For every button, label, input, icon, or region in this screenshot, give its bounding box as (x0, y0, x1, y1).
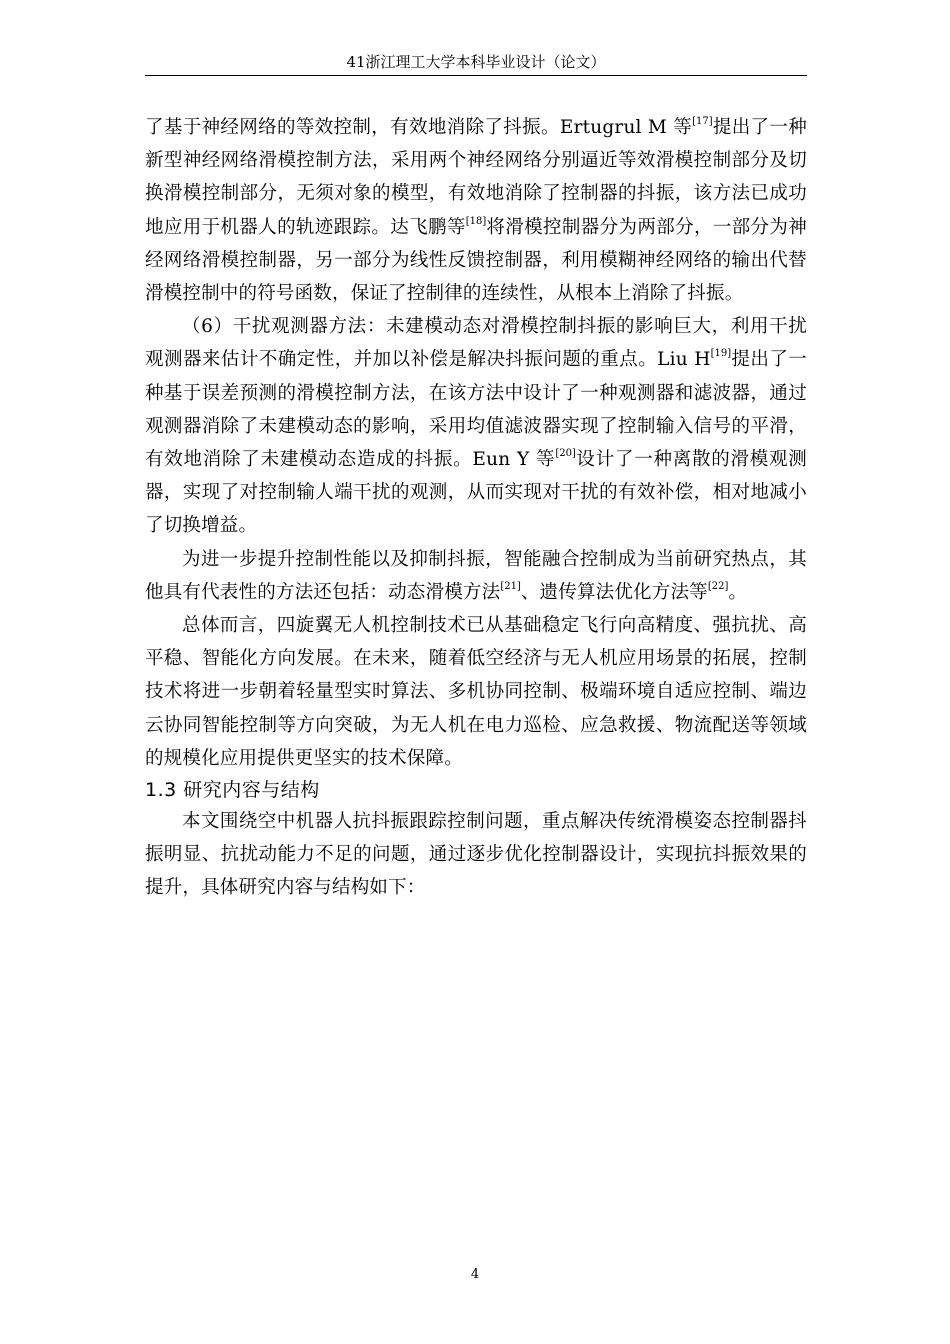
text-run: 、遗传算法优化方法等 (520, 581, 708, 603)
header-rule (145, 75, 807, 76)
citation-20: [20] (555, 448, 576, 460)
paragraph-intelligent-fusion (145, 543, 807, 609)
paragraph-research-content: 本文围绕空中机器人抗抖振跟踪控制问题，重点解决传统滑模姿态控制器抖振明显、抗扰动能力不足的问题，通过逐步优化控制器设计，实现抗抖振效果的提升，具体研究内容与结构如下： (145, 811, 807, 899)
text-run: 。 (728, 581, 748, 603)
text-run: 将滑模控制器分为两部分，一部分为神经网络滑模控制器，另一部分为线性反馈控制器，利用模糊神经网络的输出代替滑模控制中的符号函数，保证了控制律的连续性，从根本上消除了抖振。 (145, 216, 807, 305)
text-run: 为进一步提升控制性能以及抑制抖振，智能融合控制成为当前研究热点，其他具有代表性的方法还包括：动态滑模方法 (145, 548, 807, 603)
section-heading: 1.3 研究内容与结构 (145, 779, 320, 802)
text-run: （6）干扰观测器方法：未建模动态对滑模控制抖振的影响巨大，利用干扰观测器来估计不确定性，并加以补偿是解决抖振问题的重点。Liu H (145, 316, 807, 371)
paragraph-disturbance-observer (145, 310, 807, 542)
citation-18: [18] (465, 215, 487, 227)
citation-17: [17] (692, 116, 713, 127)
page-number: 4 (470, 1267, 480, 1282)
citation-21: [21] (500, 580, 521, 592)
document-body (145, 111, 807, 905)
text-run: 总体而言，四旋翼无人机控制技术已从基础稳定飞行向高精度、强抗扰、高平稳、智能化方向发展。在未来，随着低空经济与无人机应用场景的拓展，控制技术将进一步朝着轻量型实时算法、多机协同控制、极端环境自适应控制、端边云协同智能控制等方向突破，为无人机在电力巡检、应急救援、物流配送等领域的规模化应用提供更坚实的技术保障。 (145, 615, 807, 769)
paragraph-neural-network-methods (145, 111, 807, 310)
paragraph-summary (145, 609, 807, 775)
text-run: 设计了一种离散的滑模观测器，实现了对控制输人端干扰的观测，从而实现对干扰的有效补偿，相对地减小了切换增益。 (145, 449, 807, 537)
citation-19: [19] (710, 348, 732, 360)
text-run: 了基于神经网络的等效控制，有效地消除了抖振。Ertugrul M 等 (145, 117, 693, 138)
citation-22: [22] (707, 580, 729, 592)
text-run: 提出了一种基于误差预测的滑模控制方法，在该方法中设计了一种观测器和滤波器，通过观测器消除了未建模动态的影响，采用均值滤波器实现了控制输入信号的平滑，有效地消除了未建模动态造成的抖振。Eun Y 等 (145, 349, 807, 471)
page-header: 41浙江理工大学本科毕业设计（论文） (346, 53, 606, 71)
text-run: 提出了一种新型神经网络滑模控制方法，采用两个神经网络分别逼近等效滑模控制部分及切换滑模控制部分，无须对象的模型，有效地消除了控制器的抖振，该方法已成功地应用于机器人的轨迹跟踪。达飞鹏等 (145, 117, 807, 238)
